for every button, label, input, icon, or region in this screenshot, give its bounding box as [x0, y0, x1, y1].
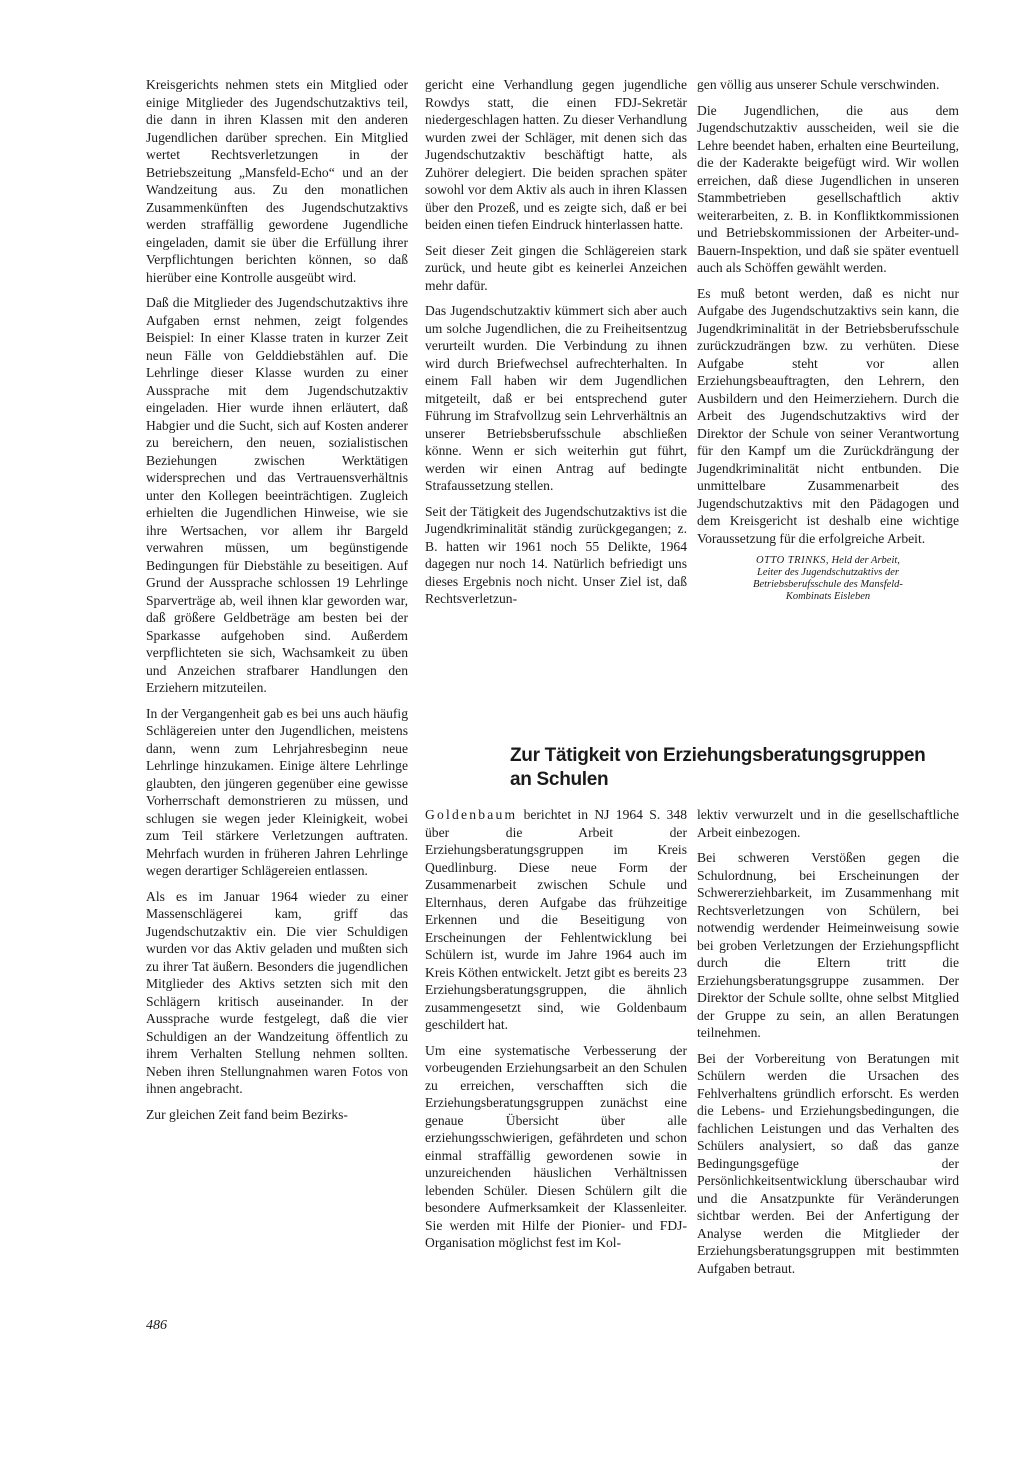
paragraph: Die Jugendlichen, die aus dem Jugendschutzaktiv ausscheiden, weil sie die Lehre beendet haben, erhalten eine Beurteilung, die der Kaderakte beigefügt wird. Wir wollen erreichen, daß diese Jugendlichen in unseren Stammbetrieben gesellschaftlich aktiv weiterarbeiten, z. B. in Konfliktkommissionen und Betriebskommissionen der Arbeiter-und-Bauern-Inspektion, und daß sie später eventuell auch als Schöffen gewählt werden. — [697, 102, 959, 275]
article1-column-3 — [697, 76, 959, 603]
paragraph: Bei der Vorbereitung von Beratungen mit Schülern werden die Ursachen des Fehlverhaltens gründlich erforscht. Es werden die Lebens- und Erziehungsbedingungen, die fachlichen Leistungen und das Verhalten des Schülers analysiert, so daß das ganze Bedingungsgefüge der Persönlichkeitsentwicklung überschaubar wird und die Ansatzpunkte für Veränderungen sichtbar werden. Bei der Anfertigung der Analyse werden die Mitglieder der Erziehungsberatungsgruppen mit bestimmten Aufgaben betraut. — [697, 1050, 959, 1276]
article-heading: Zur Tätigkeit von Erziehungsberatungsgruppen an Schulen — [510, 745, 926, 790]
paragraph: Um eine systematische Verbesserung der vorbeugenden Erziehungsarbeit an den Schulen zu erreichen, verschafften sich die Erziehungsberatungsgruppen zunächst eine genaue Übersicht über alle erziehungsschwierigen, gefährdeten und schon einmal straffällig gewordenen sowie in unzureichenden häuslichen Verhältnissen lebenden Schüler. Diesen Schülern gilt die besondere Aufmerksamkeit der Klassenleiter. Sie werden mit Hilfe der Pionier- und FDJ-Organisation möglichst fest im Kol- — [425, 1042, 687, 1250]
paragraph: Seit der Tätigkeit des Jugendschutzaktivs ist die Jugendkriminalität ständig zurückgegangen; z. B. hatten wir 1961 noch 55 Delikte, 1964 dagegen nur noch 14. Natürlich befriedigt uns dieses Ergebnis noch nicht. Unser Ziel ist, daß Rechtsverletzun- — [425, 503, 687, 606]
article2-column-1 — [425, 806, 687, 1260]
article2-column-2 — [697, 806, 959, 1285]
author-affiliation-line: Kombinats Eisleben — [785, 591, 871, 602]
author-affiliation-line: Betriebsberufsschule des Mansfeld- — [753, 579, 903, 590]
author-title: Held der Arbeit, — [831, 555, 900, 566]
paragraph: Bei schweren Verstößen gegen die Schulordnung, bei Erscheinungen der Schwererziehbarkeit, im Zusammenhang mit Rechtsverletzungen von Schülern, bei notwendig werdender Heimeinweisung sowie bei groben Verletzungen der Erziehungspflicht durch die Eltern tritt die Erziehungsberatungsgruppe zusammen. Der Direktor der Schule sollte, ohne selbst Mitglied der Gruppe zu sein, an allen Beratungen teilnehmen. — [697, 850, 959, 1040]
paragraph: Das Jugendschutzaktiv kümmert sich aber auch um solche Jugendlichen, die zu Freiheitsentzug verurteilt wurden. Die Verbindung zu ihnen wird durch Briefwechsel aufrechterhalten. In einem Fall haben wir dem Jugendlichen mitgeteilt, daß er bei entsprechend guter Führung im Strafvollzug sein Lehrverhältnis an unserer Betriebsberufsschule abschließen könne. Wenn er sich weiterhin gut führt, werden wir einen Antrag auf bedingte Strafaussetzung stellen. — [425, 303, 687, 493]
article1-column-1 — [146, 76, 408, 1131]
paragraph-text: berichtet in NJ 1964 S. 348 über die Arbeit der Erziehungsberatungsgruppen im Kreis Quedlinburg. Diese neue Form der Zusammenarbeit zwischen Schule und Elternhaus, deren Aufgabe das frühzeitige Erkennen und die Beseitigung von Erscheinungen der Fehlentwicklung bei Schülern ist, wurde im Jahre 1964 auch im Kreis Köthen entwickelt. Jetzt gibt es bereits 23 Erziehungsberatungsgruppen, die ähnlich zusammengesetzt sind, wie Goldenbaum geschildert hat. — [425, 807, 687, 1032]
paragraph: gen völlig aus unserer Schule verschwinden. — [697, 77, 940, 92]
paragraph: Daß die Mitglieder des Jugendschutzaktivs ihre Aufgaben ernst nehmen, zeigt folgendes Beispiel: In einer Klasse traten in kurzer Zeit neun Fälle von Gelddiebstählen auf. Die Lehrlinge dieser Klasse wurden zu einer Aussprache mit dem Jugendschutzaktiv eingeladen. Hier wurde ihnen erläutert, daß Habgier und die Sucht, sich auf Kosten anderer zu bereichern, den neuen, sozialistischen Beziehungen zwischen Werktätigen widersprechen und das Vertrauensverhältnis unter den Kollegen beeinträchtigen. Zugleich erhielten die Jugendlichen Hinweise, wie sie ihre Wertsachen, vor allem ihr Bargeld verwahren müssen, um begünstigende Bedingungen für Diebstähle zu beseitigen. Auf Grund der Aussprache schlossen 19 Lehrlinge Sparverträge ab, weil ihnen klar geworden war, daß größere Geldbeträge am besten bei der Sparkasse aufgehoben sind. Außerdem verpflichteten sie sich, Wachsamkeit zu üben und Anzeichen strafbarer Handlungen den Erziehern mitzuteilen. — [146, 295, 408, 695]
author-name: OTTO TRINKS, — [756, 555, 829, 566]
paragraph: Als es im Januar 1964 wieder zu einer Massenschlägerei kam, griff das Jugendschutzaktiv ein. Die vier Schuldigen wurden vor das Aktiv geladen und mußten sich zu ihrer Tat äußern. Besonders die jugendlichen Mitglieder des Aktivs setzten sich mit den Schlägern kritisch auseinander. In der Aussprache wurde festgelegt, daß die vier Schuldigen an der Wandzeitung öffentlich zu ihrem Verhalten Stellung nehmen sollten. Neben ihren Stellungnahmen waren Fotos von ihnen angebracht. — [146, 888, 408, 1096]
paragraph — [425, 806, 687, 1034]
author-reference: Goldenbaum — [425, 807, 518, 822]
paragraph: Seit dieser Zeit gingen die Schlägereien stark zurück, und heute gibt es keinerlei Anzeichen mehr dafür. — [425, 242, 687, 293]
paragraph: Kreisgerichts nehmen stets ein Mitglied oder einige Mitglieder des Jugendschutzaktivs teil, die dann in ihren Klassen mit den anderen Jugendlichen darüber sprechen. Ein Mitglied wertet Rechtsverletzungen in der Betriebszeitung „Mansfeld-Echo“ und an der Wandzeitung aus. Zu den monatlichen Zusammenkünften des Jugendschutzaktivs werden straffällig gewordene Jugendliche eingeladen, damit sie über die Erfüllung ihrer Verpflichtungen berichten können, so daß hierüber eine Kontrolle ausgeübt wird. — [146, 77, 408, 285]
author-affiliation-line: Leiter des Jugendschutzaktivs der — [756, 567, 899, 578]
author-signature — [697, 555, 959, 603]
article1-column-2 — [425, 76, 687, 616]
paragraph: gericht eine Verhandlung gegen jugendliche Rowdys statt, die einen FDJ-Sekretär niedergeschlagen hatten. Zu dieser Verhandlung wurden zwei der Schläger, mit denen sich das Jugendschutzaktiv beschäftigt hatte, als Zuhörer delegiert. Die beiden sprachen später sowohl vor dem Aktiv als auch in ihren Klassen über den Prozeß, und es zeigte sich, daß er bei beiden einen tiefen Eindruck hinterlassen hatte. — [425, 77, 687, 232]
paragraph: lektiv verwurzelt und in die gesellschaftliche Arbeit einbezogen. — [697, 807, 959, 840]
paragraph: Es muß betont werden, daß es nicht nur Aufgabe des Jugendschutzaktivs sein kann, die Jugendkriminalität in der Betriebsberufsschule zurückzudrängen bzw. zu verhüten. Diese Aufgabe steht vor allen Erziehungsbeauftragten, den Lehrern, den Ausbildern und den Heimerziehern. Durch die Arbeit des Jugendschutzaktivs wird der Direktor der Schule von seiner Verantwortung für den Kampf um die Zurückdrängung der Jugendkriminalität nicht entbunden. Die unmittelbare Zusammenarbeit des Jugendschutzaktivs mit den Pädagogen und dem Kreisgericht ist deshalb eine wichtige Voraussetzung für die erfolgreiche Arbeit. — [697, 285, 959, 546]
paragraph: Zur gleichen Zeit fand beim Bezirks- — [146, 1106, 348, 1122]
page-number: 486 — [146, 1318, 167, 1333]
paragraph: In der Vergangenheit gab es bei uns auch häufig Schlägereien unter den Jugendlichen, meistens dann, wenn zum Lehrjahresbeginn neue Lehrlinge hinzukamen. Einige ältere Lehrlinge glaubten, den jüngeren gegenüber eine gewisse Vorherrschaft demonstrieren zu müssen, und schlugen sie wegen jeder Kleinigkeit, wobei zum Teil stärkere Verletzungen auftraten. Mehrfach wurden in früheren Jahren Lehrlinge wegen derartiger Schlägereien entlassen. — [146, 705, 408, 878]
